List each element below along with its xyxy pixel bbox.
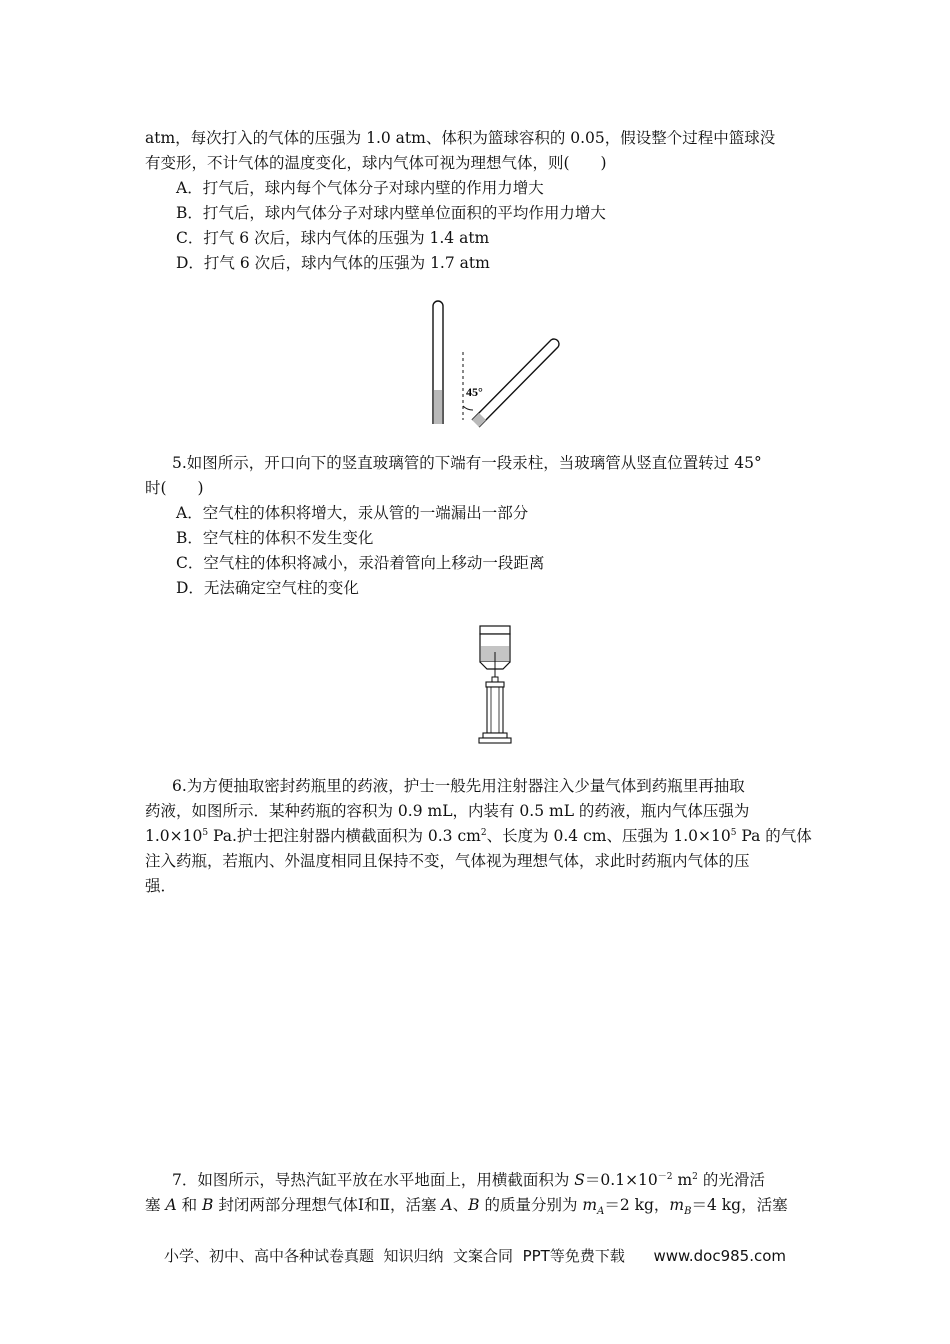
syringe-bottle-figure: [470, 622, 520, 748]
syringe: [479, 677, 511, 743]
angle-arc: [463, 406, 473, 410]
q7-text-line-1: 7．如图所示，导热汽缸平放在水平地面上，用横截面积为 $S=0.1\times 10^{-2}$ $m^2$ 的光滑活: [172, 1171, 765, 1189]
page-footer: 小学、初中、高中各种试卷真题 知识归纳 文案合同 PPT等免费下载 www.doc985.com: [163, 1247, 787, 1265]
q5-option-b: B．空气柱的体积不发生变化: [176, 529, 374, 547]
glass-tube-figure: [420, 296, 570, 430]
q4-option-b: B．打气后，球内气体分子对球内壁单位面积的平均作用力增大: [176, 204, 606, 222]
q5-option-d: D．无法确定空气柱的变化: [176, 579, 359, 597]
q4-text-line-1: atm，每次打入的气体的压强为 1.0 atm、体积为篮球容积的 0.05，假设整个过程中篮球没: [145, 129, 776, 147]
q6-text-line-1: 6.为方便抽取密封药瓶里的药液，护士一般先用注射器注入少量气体到药瓶里再抽取: [172, 777, 745, 795]
q5-option-a: A．空气柱的体积将增大，汞从管的一端漏出一部分: [176, 504, 529, 522]
mercury-column: [434, 390, 443, 424]
q6-text-line-2: 药液，如图所示．某种药瓶的容积为 0.9 mL，内装有 0.5 mL 的药液，瓶内气体压强为: [145, 802, 750, 820]
q5-text-line-1: 5.如图所示，开口向下的竖直玻璃管的下端有一段汞柱，当玻璃管从竖直位置转过 45°: [172, 454, 762, 472]
q6-text-line-4: 注入药瓶，若瓶内、外温度相同且保持不变，气体视为理想气体，求此时药瓶内气体的压: [145, 852, 750, 870]
q5-option-c: C．空气柱的体积将减小，汞沿着管向上移动一段距离: [176, 554, 545, 572]
vertical-glass-tube: [433, 301, 443, 424]
q4-option-c: C．打气 6 次后，球内气体的压强为 1.4 atm: [176, 229, 490, 247]
q5-text-line-2: 时( ): [145, 479, 204, 497]
q4-text-line-2: 有变形，不计气体的温度变化，球内气体可视为理想气体，则( ): [145, 154, 607, 172]
mercury-column-tilted: [472, 413, 486, 427]
q4-option-d: D．打气 6 次后，球内气体的压强为 1.7 atm: [176, 254, 490, 272]
q4-option-a: A．打气后，球内每个气体分子对球内壁的作用力增大: [176, 179, 544, 197]
angle-label: 45°: [466, 385, 483, 399]
q6-text-line-3: $1.0\times 10^5$ Pa.护士把注射器内横截面积为 0.3 $cm^2$、长度为 0.4 cm、压强为 $1.0\times 10^5$ Pa 的气体: [145, 827, 812, 845]
q6-text-line-5: 强．: [145, 877, 177, 895]
q7-text-line-2: 塞 A 和 B 封闭两部分理想气体Ⅰ和Ⅱ，活塞 A、B 的质量分别为 $m_A=2$ kg，$m_B=4$ kg，活塞: [145, 1196, 788, 1218]
tilted-glass-tube: [472, 339, 559, 427]
